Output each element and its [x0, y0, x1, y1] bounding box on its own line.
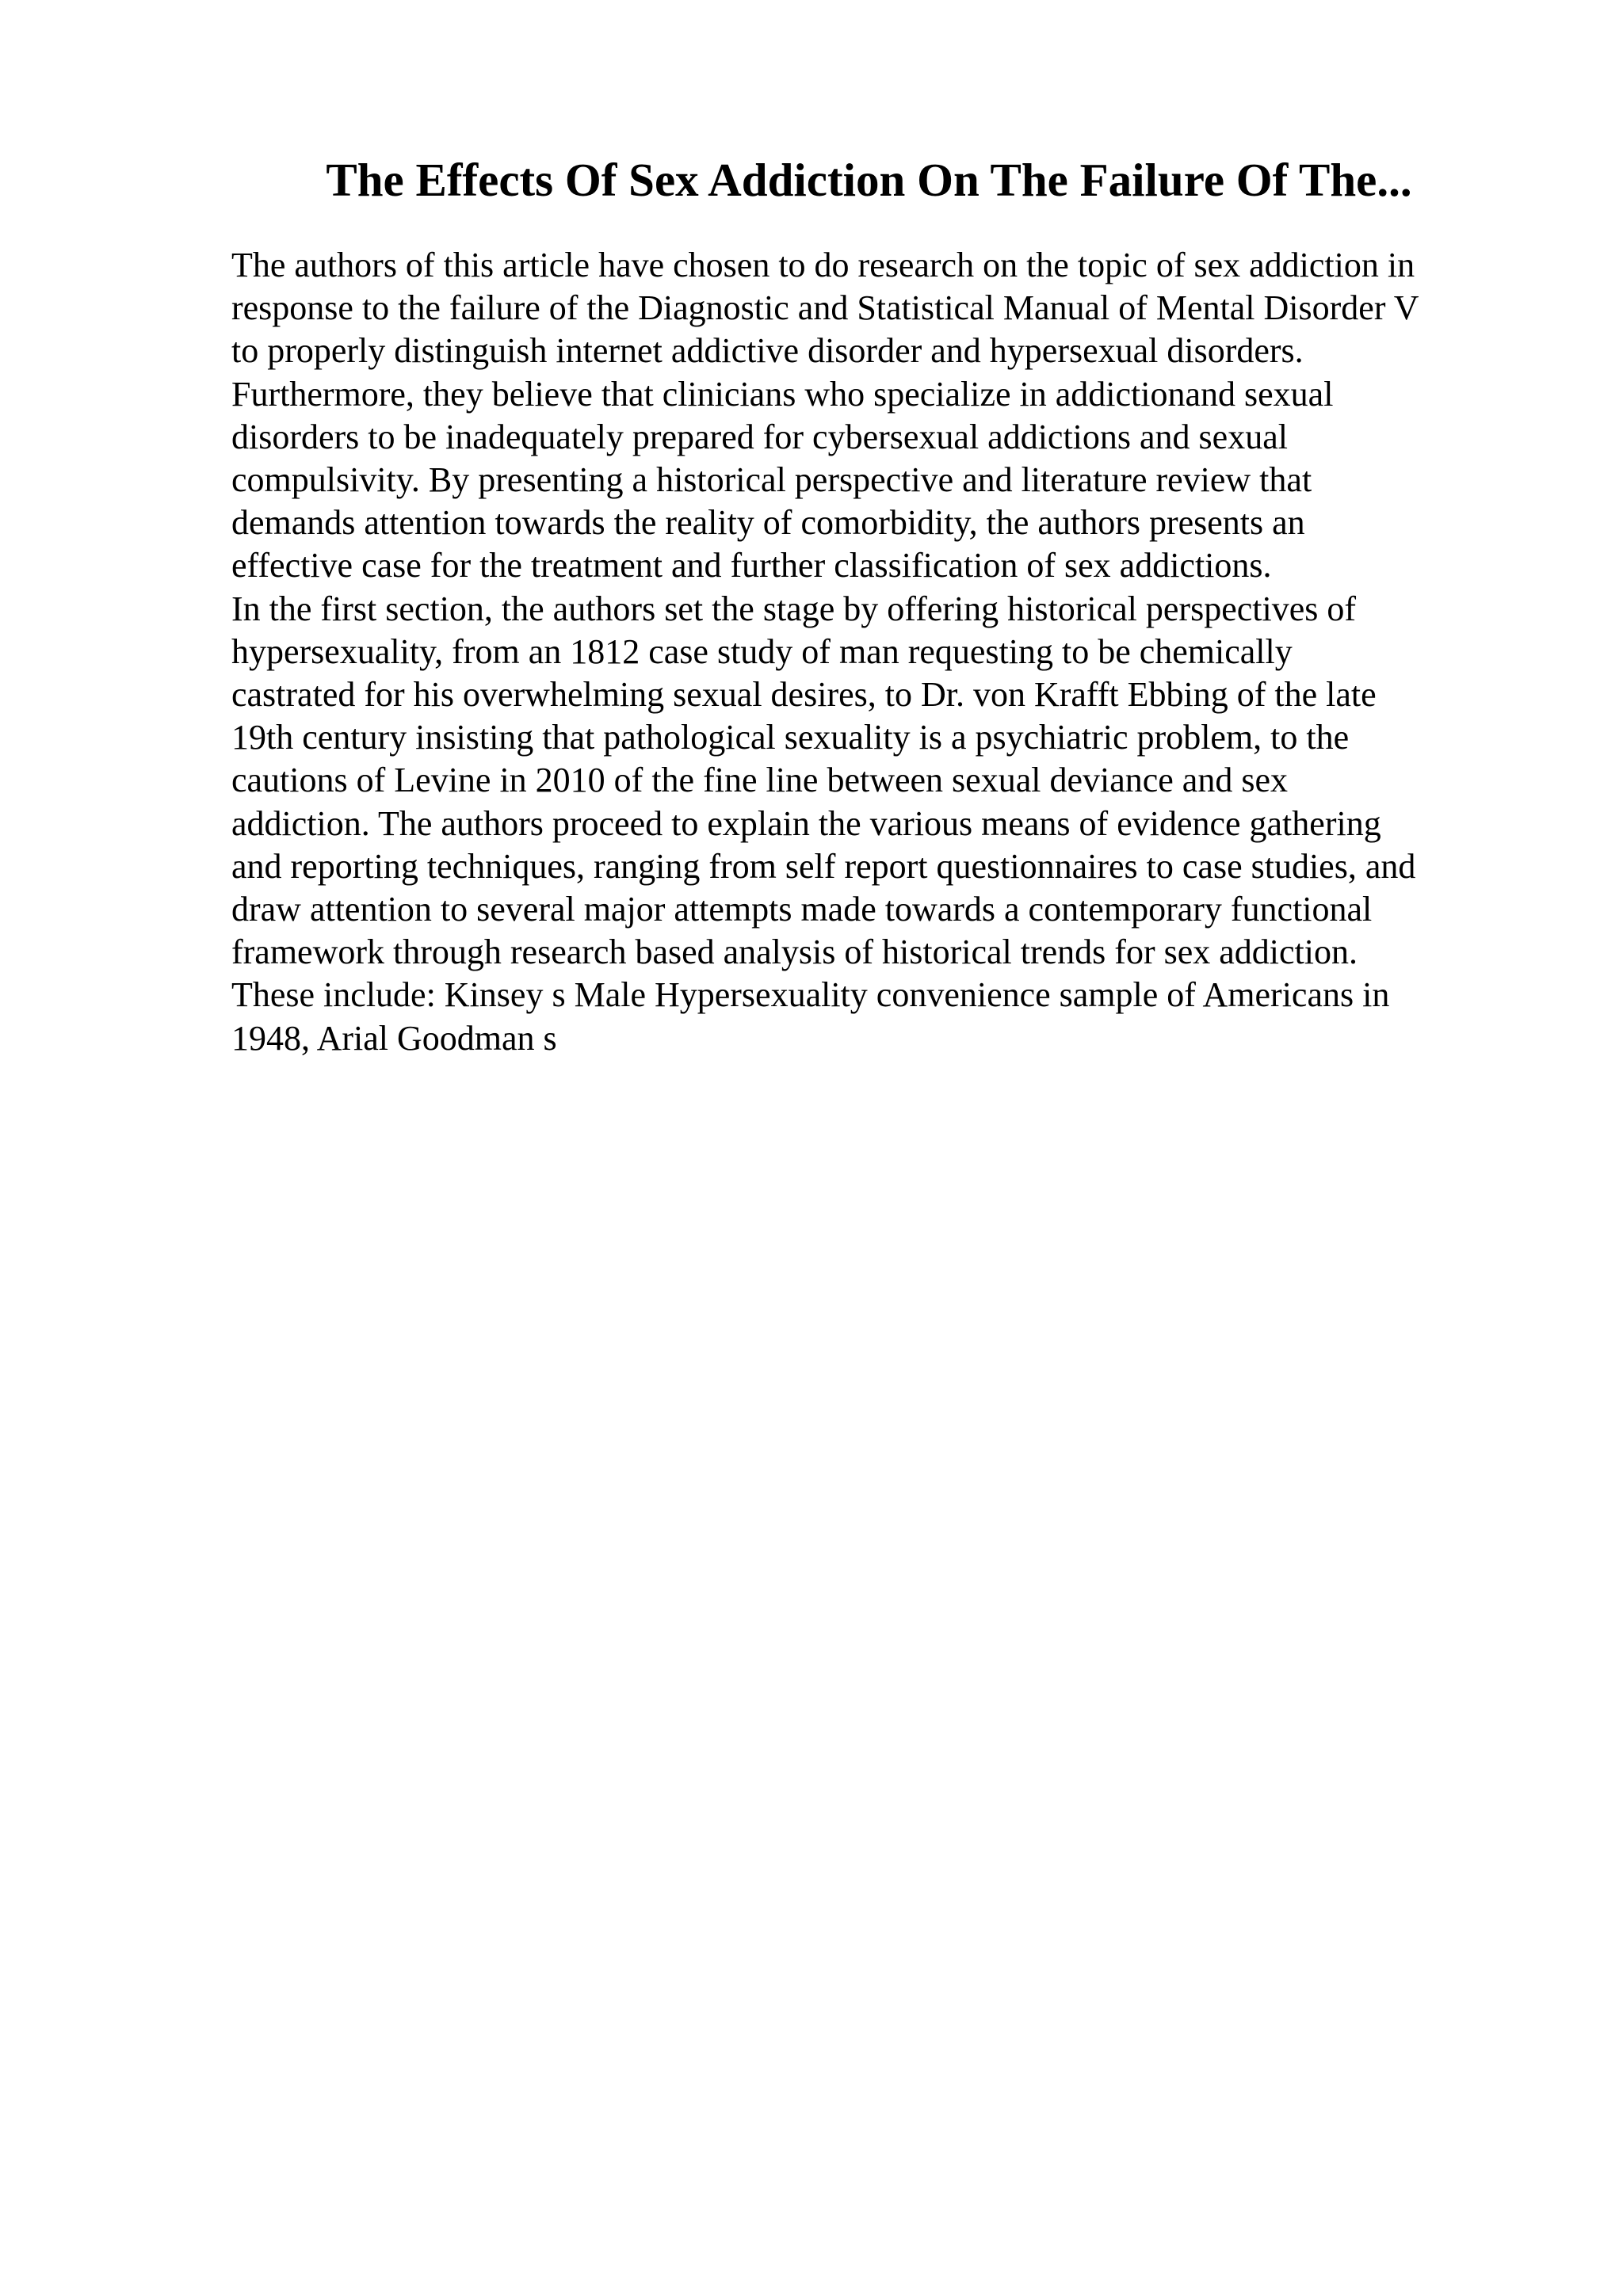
body-line: framework through research based analysis of historical trends for sex addiction. [231, 933, 1358, 972]
body-line: response to the failure of the Diagnostic and Statistical Manual of Mental Disorder V [231, 288, 1419, 328]
body-line: These include: Kinsey s Male Hypersexuality convenience sample of Americans in [231, 975, 1390, 1015]
body-line: disorders to be inadequately prepared for cybersexual addictions and sexual [231, 417, 1288, 456]
body-line: addiction. The authors proceed to explain the various means of evidence gathering [231, 803, 1381, 843]
body-line: compulsivity. By presenting a historical perspective and literature review that [231, 460, 1312, 500]
body-line: draw attention to several major attempts made towards a contemporary functional [231, 890, 1373, 929]
body-line: 19th century insisting that pathological sexuality is a psychiatric problem, to the [231, 718, 1350, 757]
body-line: hypersexuality, from an 1812 case study of man requesting to be chemically [231, 631, 1293, 671]
document-body [231, 244, 1515, 1060]
body-line: cautions of Levine in 2010 of the fine line between sexual deviance and sex [231, 761, 1288, 800]
body-line: demands attention towards the reality of comorbidity, the authors presents an [231, 503, 1305, 543]
body-line: effective case for the treatment and further classification of sex addictions. [231, 546, 1272, 585]
body-line: and reporting techniques, ranging from self report questionnaires to case studies, and [231, 846, 1416, 886]
document-title: The Effects Of Sex Addiction On The Failure Of The... [326, 154, 1412, 206]
body-line: 1948, Arial Goodman s [231, 1018, 557, 1058]
body-line: The authors of this article have chosen to do research on the topic of sex addiction in [231, 246, 1415, 284]
body-line: to properly distinguish internet addictive disorder and hypersexual disorders. [231, 331, 1304, 371]
body-line: In the first section, the authors set the stage by offering historical perspectives of [231, 589, 1356, 628]
body-line: Furthermore, they believe that clinicians who specialize in addictionand sexual [231, 374, 1334, 414]
body-line: castrated for his overwhelming sexual desires, to Dr. von Krafft Ebbing of the late [231, 675, 1377, 715]
